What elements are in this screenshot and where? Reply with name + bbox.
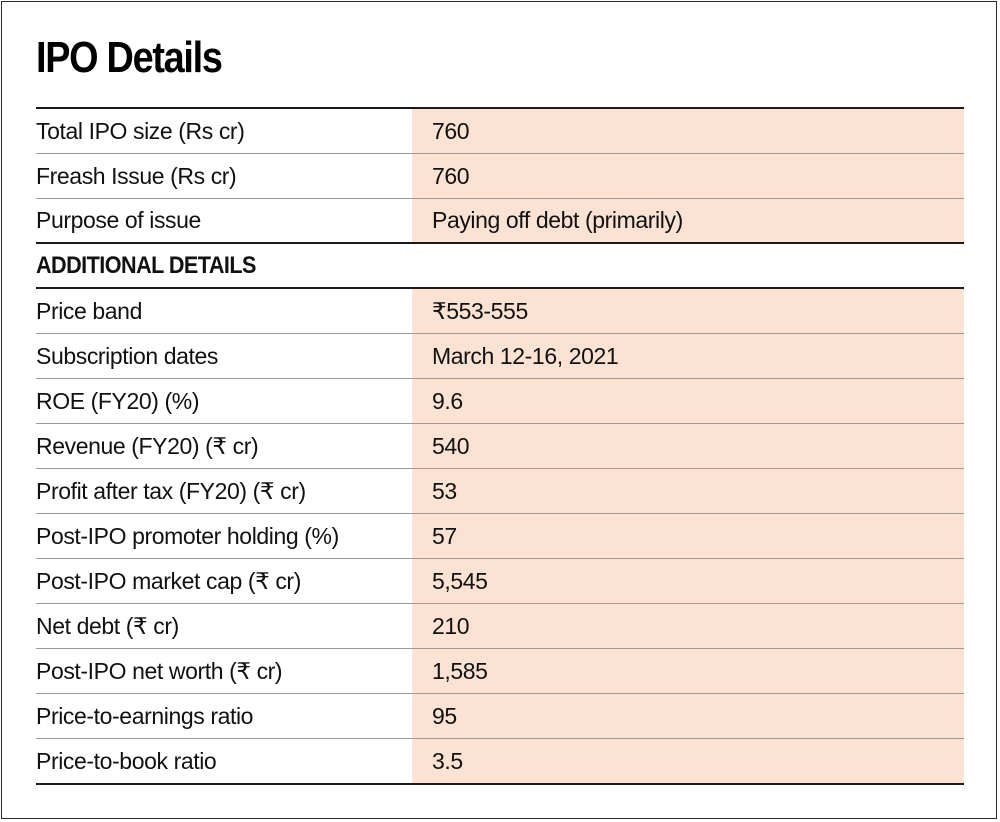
row-value: 760 [412, 154, 964, 198]
page-title: IPO Details [36, 33, 222, 82]
table-row [36, 649, 964, 694]
table-row [36, 559, 964, 604]
table-row [36, 154, 964, 199]
row-label: Price-to-earnings ratio [36, 702, 254, 729]
row-value: 9.6 [412, 379, 964, 423]
row-value: ₹553-555 [412, 289, 964, 333]
row-label: Revenue (FY20) (₹ cr) [36, 432, 259, 459]
section-heading-text: ADDITIONAL DETAILS [36, 251, 256, 279]
section-heading [36, 244, 964, 289]
row-label: Post-IPO promoter holding (%) [36, 522, 339, 549]
row-label: Net debt (₹ cr) [36, 612, 179, 639]
row-value: 95 [412, 694, 964, 738]
row-label: ROE (FY20) (%) [36, 387, 200, 414]
table-row [36, 199, 964, 244]
table-row [36, 739, 964, 783]
row-value: 540 [412, 424, 964, 468]
table-row [36, 289, 964, 334]
row-label: Purpose of issue [36, 207, 201, 233]
table-row [36, 604, 964, 649]
table-row [36, 694, 964, 739]
row-label: Freash Issue (Rs cr) [36, 162, 237, 189]
row-label: Post-IPO net worth (₹ cr) [36, 657, 283, 684]
table-row [36, 514, 964, 559]
table-row [36, 379, 964, 424]
row-value: 1,585 [412, 649, 964, 693]
row-label: Price-to-book ratio [36, 747, 217, 774]
table-row [36, 469, 964, 514]
row-value: Paying off debt (primarily) [412, 199, 964, 242]
table-row [36, 334, 964, 379]
row-label: Price band [36, 297, 142, 324]
table-row [36, 424, 964, 469]
row-value: March 12-16, 2021 [412, 334, 964, 378]
row-value: 760 [412, 109, 964, 153]
row-label: Total IPO size (Rs cr) [36, 117, 245, 144]
row-value: 57 [412, 514, 964, 558]
row-value: 5,545 [412, 559, 964, 603]
ipo-details-table [36, 107, 964, 785]
row-label: Profit after tax (FY20) (₹ cr) [36, 477, 306, 504]
table-row [36, 109, 964, 154]
row-label: Subscription dates [36, 342, 219, 369]
row-value: 53 [412, 469, 964, 513]
row-value: 3.5 [412, 739, 964, 783]
row-value: 210 [412, 604, 964, 648]
row-label: Post-IPO market cap (₹ cr) [36, 567, 301, 594]
